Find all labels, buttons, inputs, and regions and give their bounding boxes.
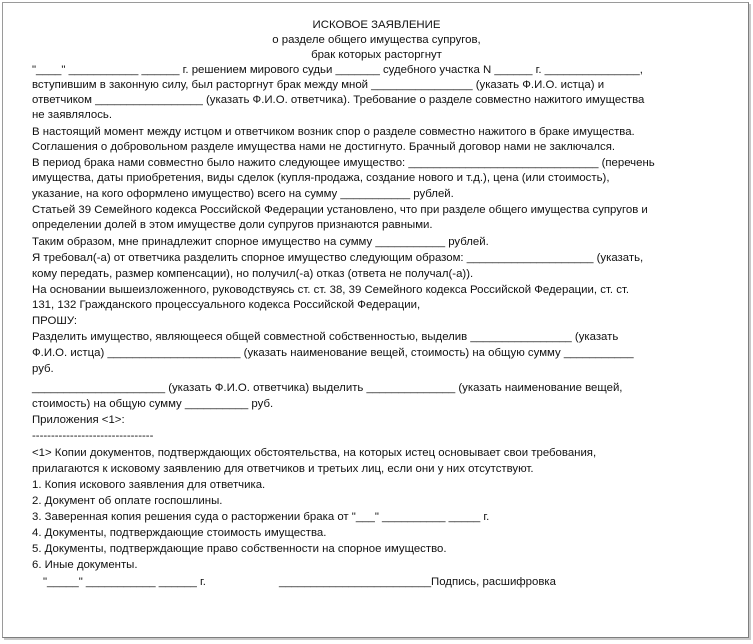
section-heading: ПРОШУ:	[32, 315, 77, 327]
text-line: вступившим в законную силу, был расторгнут брак между мной ________________ (указать Ф.И.О. истца) и	[32, 79, 605, 91]
footnote-line: прилагаются к исковому заявлению для ответчиков и третьих лиц, если они у них отсутствуют.	[32, 463, 534, 475]
attachment-item: 1. Копия искового заявления для ответчика.	[32, 479, 266, 491]
text-line: не заявлялось.	[32, 109, 113, 121]
attachment-item: 3. Заверенная копия решения суда о расторжении брака от "___" __________ _____ г.	[32, 511, 490, 523]
text-line: В настоящий момент между истцом и ответчиком возник спор о разделе совместно нажитого в браке имущества.	[32, 126, 635, 138]
document-page	[2, 2, 749, 638]
document-subtitle: о разделе общего имущества супругов,	[272, 34, 481, 46]
text-line: Приложения <1>:	[32, 414, 125, 426]
attachment-item: 5. Документы, подтверждающие право собственности на спорное имущество.	[32, 543, 447, 555]
text-line: определении долей в этом имуществе доли супругов признаются равными.	[32, 219, 433, 231]
text-line: В период брака нами совместно было нажито следующее имущество: ______________________________ (перечень	[32, 157, 655, 169]
attachment-item: 6. Иные документы.	[32, 559, 138, 571]
text-line: _____________________ (указать Ф.И.О. ответчика) выделить ______________ (указать наименование вещей,	[32, 382, 623, 394]
text-line: стоимость) на общую сумму __________ руб.	[32, 398, 274, 410]
signature-caption: ________________________Подпись, расшифровка	[279, 576, 556, 588]
document-subtitle: брак которых расторгнут	[311, 49, 442, 61]
signature-date: "_____" ___________ ______ г.	[43, 576, 206, 588]
text-line: Разделить имущество, являющееся общей совместной собственностью, выделив ________________ (указать	[32, 331, 619, 343]
text-line: имущества, даты приобретения, виды сделок (купля-продажа, создание нового и т.д.), цена (или стоимость),	[32, 172, 610, 184]
document-title: ИСКОВОЕ ЗАЯВЛЕНИЕ	[312, 19, 441, 31]
text-line: указание, на кого оформлено имущество) всего на сумму ___________ рублей.	[32, 188, 454, 200]
text-line: руб.	[32, 363, 54, 375]
text-line: Таким образом, мне принадлежит спорное имущество на сумму ___________ рублей.	[32, 236, 489, 248]
text-line: 131, 132 Гражданского процессуального кодекса Российской Федерации,	[32, 299, 421, 311]
text-line: Статьей 39 Семейного кодекса Российской Федерации установлено, что при разделе общего имущества супругов и	[32, 204, 648, 216]
text-line: Соглашения о добровольном разделе имущества нами не достигнуто. Брачный договор нами не заключался.	[32, 141, 616, 153]
text-line: кому передать, размер компенсации), но получил(-а) отказ (ответа не получал(-а)).	[32, 268, 474, 280]
text-line: Ф.И.О. истца) _____________________ (указать наименование вещей, стоимость) на общую сумму ___________	[32, 347, 634, 359]
attachment-item: 2. Документ об оплате госпошлины.	[32, 495, 223, 507]
text-line: На основании вышеизложенного, руководствуясь ст. ст. 38, 39 Семейного кодекса Российской Федерации, ст. ст.	[32, 284, 630, 296]
text-line: ответчиком _________________ (указать Ф.И.О. ответчика). Требование о разделе совместно нажитого имущества	[32, 94, 645, 106]
attachment-item: 4. Документы, подтверждающие стоимость имущества.	[32, 527, 327, 539]
footnote-separator: --------------------------------	[32, 430, 154, 442]
text-line: Я требовал(-а) от ответчика разделить спорное имущество следующим образом: ____________________ (указать,	[32, 252, 644, 264]
footnote-line: <1> Копии документов, подтверждающих обстоятельства, на которых истец основывает свои требования,	[32, 447, 597, 459]
text-line: "____" ___________ ______ г. решением мирового судьи _______ судебного участка N ______ г. _______________,	[32, 64, 643, 76]
